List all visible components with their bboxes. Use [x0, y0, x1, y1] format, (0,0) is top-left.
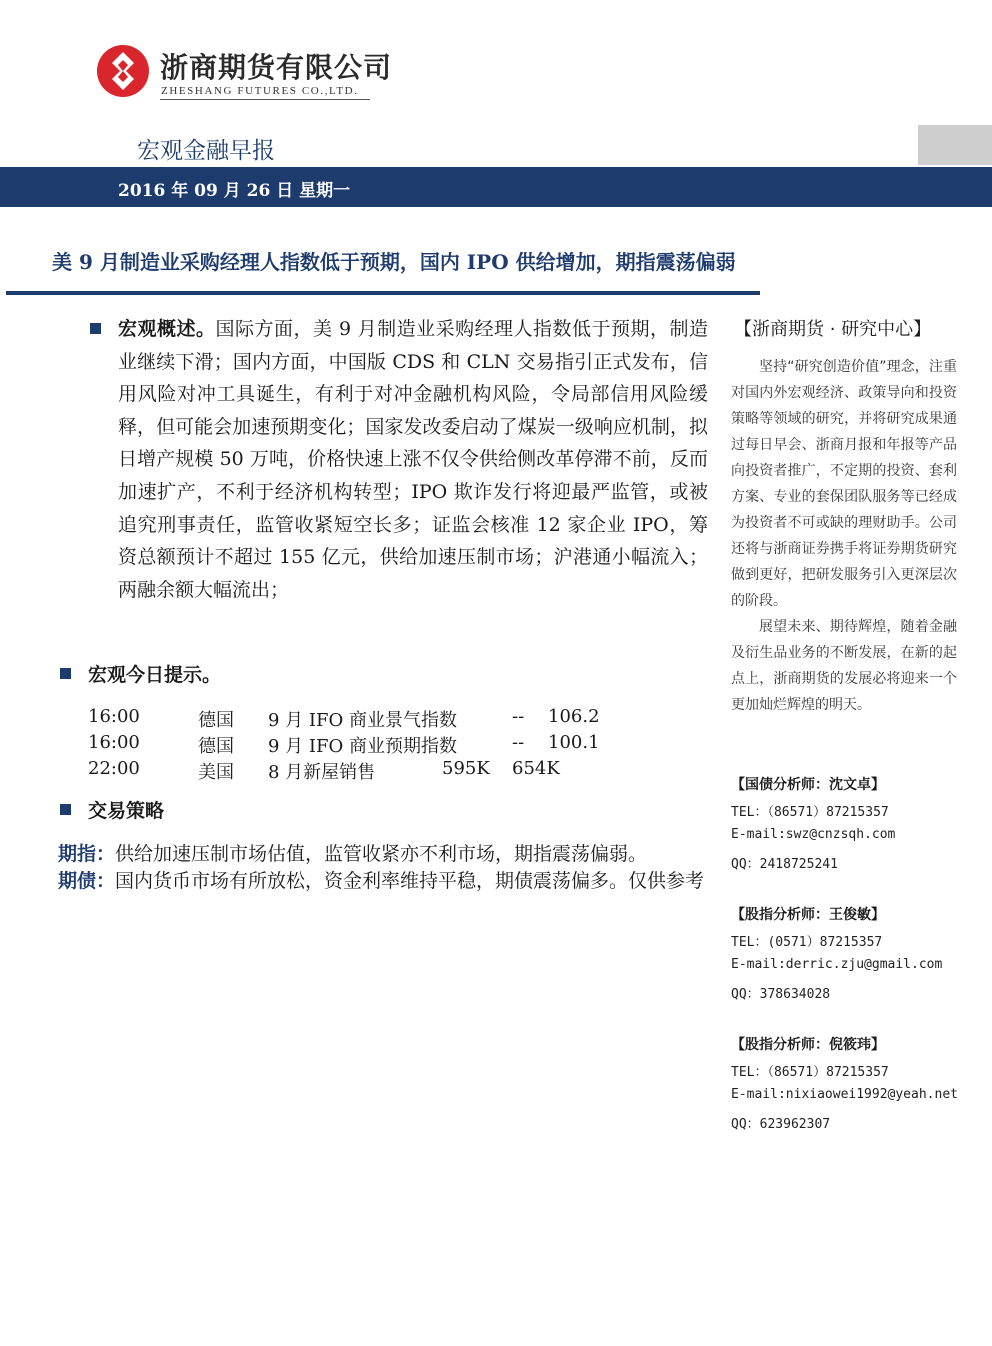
headline-divider [6, 291, 760, 295]
bullet-square-icon [60, 668, 71, 679]
event-previous: -- [512, 706, 525, 727]
analyst-email[interactable]: E-mail:nixiaowei1992@yeah.net [731, 1087, 958, 1102]
event-country: 德国 [198, 710, 234, 731]
analyst-tel: TEL：(0571）87215357 [731, 935, 883, 950]
strategy-body [58, 841, 708, 895]
strategy-text: 供给加速压制市场估值，监管收紧亦不利市场，期指震荡偏弱。 [115, 843, 648, 865]
strategy-label: 期债： [58, 870, 116, 892]
strategy-item-bond-futures [58, 868, 708, 895]
strategy-text: 国内货币市场有所放松，资金利率维持平稳，期债震荡偏多。仅供参考 [115, 870, 705, 892]
event-item: 9 月 IFO 商业预期指数 [268, 736, 457, 757]
event-item: 9 月 IFO 商业景气指数 [268, 710, 457, 731]
macro-overview-body: 国际方面，美 9 月制造业采购经理人指数低于预期，制造业继续下滑；国内方面，中国版 CDS 和 CLN 交易指引正式发布，信用风险对冲工具诞生，有利于对冲金融机构风险，令局部信用风险缓释，但可能会加速预期变化；国家发改委启动了煤炭一级响应机制，拟日增产规模 50 万吨，价格快速上涨不仅令供给侧改革停滞不前，反而加速扩产，不利于经济机构转型；IPO 欺诈发行将迎最严监管，或被追究刑事责任，监管收紧短空长多；证监会核准 12 家企业 IPO，筹资总额预计不超过 155 亿元，供给加速压制市场；沪港通小幅流入；两融余额大幅流出； [118, 318, 708, 601]
report-date: 2016 年 09 月 26 日 星期一 [118, 181, 351, 201]
event-forecast: 654K [512, 758, 560, 779]
strategy-label: 期指： [58, 843, 116, 865]
sidebar-outlook: 展望未来、期待辉煌，随着金融及衍生品业务的不断发展，在新的起点上，浙商期货的发展必将迎来一个更加灿烂辉煌的明天。 [731, 619, 957, 713]
analyst-qq: QQ：378634028 [731, 987, 831, 1002]
macro-overview-lead: 宏观概述。 [118, 318, 216, 340]
sidebar-title: 【浙商期货 · 研究中心】 [734, 319, 932, 340]
company-logo [96, 44, 150, 98]
event-previous: 595K [442, 758, 490, 779]
analyst-title: 【国债分析师：沈文卓】 [731, 777, 885, 793]
macro-overview [118, 313, 708, 606]
company-name-cn: 浙商期货有限公司 [160, 51, 393, 84]
analyst-title: 【股指分析师：倪筱玮】 [731, 1037, 885, 1053]
event-forecast: 100.1 [548, 732, 600, 753]
event-country: 美国 [198, 762, 234, 783]
today-tips-heading: 宏观今日提示。 [88, 664, 222, 686]
analyst-email[interactable]: E-mail:derric.zju@gmail.com [731, 957, 943, 972]
strategy-heading: 交易策略 [88, 800, 165, 822]
analyst-qq: QQ：2418725241 [731, 857, 838, 872]
event-forecast: 106.2 [548, 706, 600, 727]
event-previous: -- [512, 732, 525, 753]
analyst-email[interactable]: E-mail:swz@cnzsqh.com [731, 827, 896, 842]
analyst-title: 【股指分析师：王俊敏】 [731, 907, 885, 923]
analyst-tel: TEL：（86571）87215357 [731, 1065, 889, 1080]
event-country: 德国 [198, 736, 234, 757]
analyst-qq: QQ：623962307 [731, 1117, 831, 1132]
bullet-square-icon [60, 804, 71, 815]
event-time: 22:00 [88, 758, 140, 779]
strategy-item-index-futures [58, 841, 708, 868]
bullet-square-icon [90, 323, 101, 334]
sidebar-intro: 坚持“研究创造价值”理念，注重对国内外宏观经济、政策导向和投资策略等领域的研究，并将研究成果通过每日早会、浙商月报和年报等产品向投资者推广，不定期的投资、套利方案、专业的套保团队服务等已经成为投资者不可或缺的理财助手。公司还将与浙商证券携手将证券期货研究做到更好，把研发服务引入更深层次的阶段。 [731, 359, 957, 609]
header-gray-block [918, 125, 992, 165]
analyst-tel: TEL：（86571）87215357 [731, 805, 889, 820]
report-title: 宏观金融早报 [137, 138, 275, 164]
event-time: 16:00 [88, 732, 140, 753]
company-name-en: ZHESHANG FUTURES CO.,LTD. [161, 85, 359, 97]
company-divider [160, 99, 370, 100]
event-item: 8 月新屋销售 [268, 762, 376, 783]
event-time: 16:00 [88, 706, 140, 727]
headline: 美 9 月制造业采购经理人指数低于预期，国内 IPO 供给增加，期指震荡偏弱 [52, 250, 736, 274]
